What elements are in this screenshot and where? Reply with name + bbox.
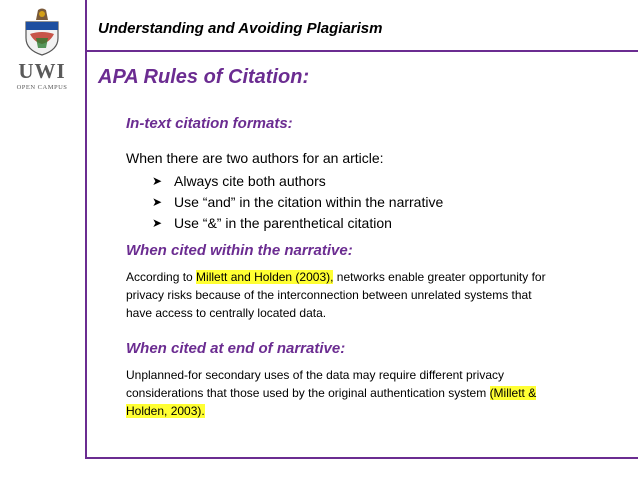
section-heading: In-text citation formats: <box>126 115 293 132</box>
intro-text: When there are two authors for an article: <box>126 150 384 166</box>
slide-title: APA Rules of Citation: <box>98 66 310 88</box>
list-item: ➤ Use “&” in the parenthetical citation <box>152 213 443 234</box>
footer-divider <box>85 457 638 459</box>
list-item: ➤ Always cite both authors <box>152 171 443 192</box>
arrow-bullet-icon: ➤ <box>152 216 163 230</box>
header-title: Understanding and Avoiding Plagiarism <box>98 20 383 37</box>
narrative-example: According to Millett and Holden (2003), networks enable greater opportunity for privacy risks because of the interconnection between unrelated systems that have access to centrally located data. <box>126 270 546 320</box>
list-item: ➤ Use “and” in the citation within the narrative <box>152 192 443 213</box>
highlighted-citation: (Millett & Holden, 2003). <box>126 386 537 418</box>
arrow-bullet-icon: ➤ <box>152 174 163 188</box>
logo-wordmark: UWI <box>18 59 66 83</box>
end-narrative-example: Unplanned-for secondary uses of the data may require different privacy considerations that those used by the original authentication system (Millett & Holden, 2003). <box>126 368 537 418</box>
highlighted-citation: Millett and Holden (2003), <box>196 270 334 284</box>
bullet-list <box>152 171 443 234</box>
vertical-divider <box>85 0 87 458</box>
arrow-bullet-icon: ➤ <box>152 195 163 209</box>
narrative-heading: When cited within the narrative: <box>126 242 353 259</box>
header-divider <box>85 50 638 52</box>
logo-subtitle: OPEN CAMPUS <box>16 84 68 91</box>
uwi-logo <box>8 8 76 98</box>
crest-icon <box>22 8 62 56</box>
end-narrative-heading: When cited at end of narrative: <box>126 340 346 357</box>
